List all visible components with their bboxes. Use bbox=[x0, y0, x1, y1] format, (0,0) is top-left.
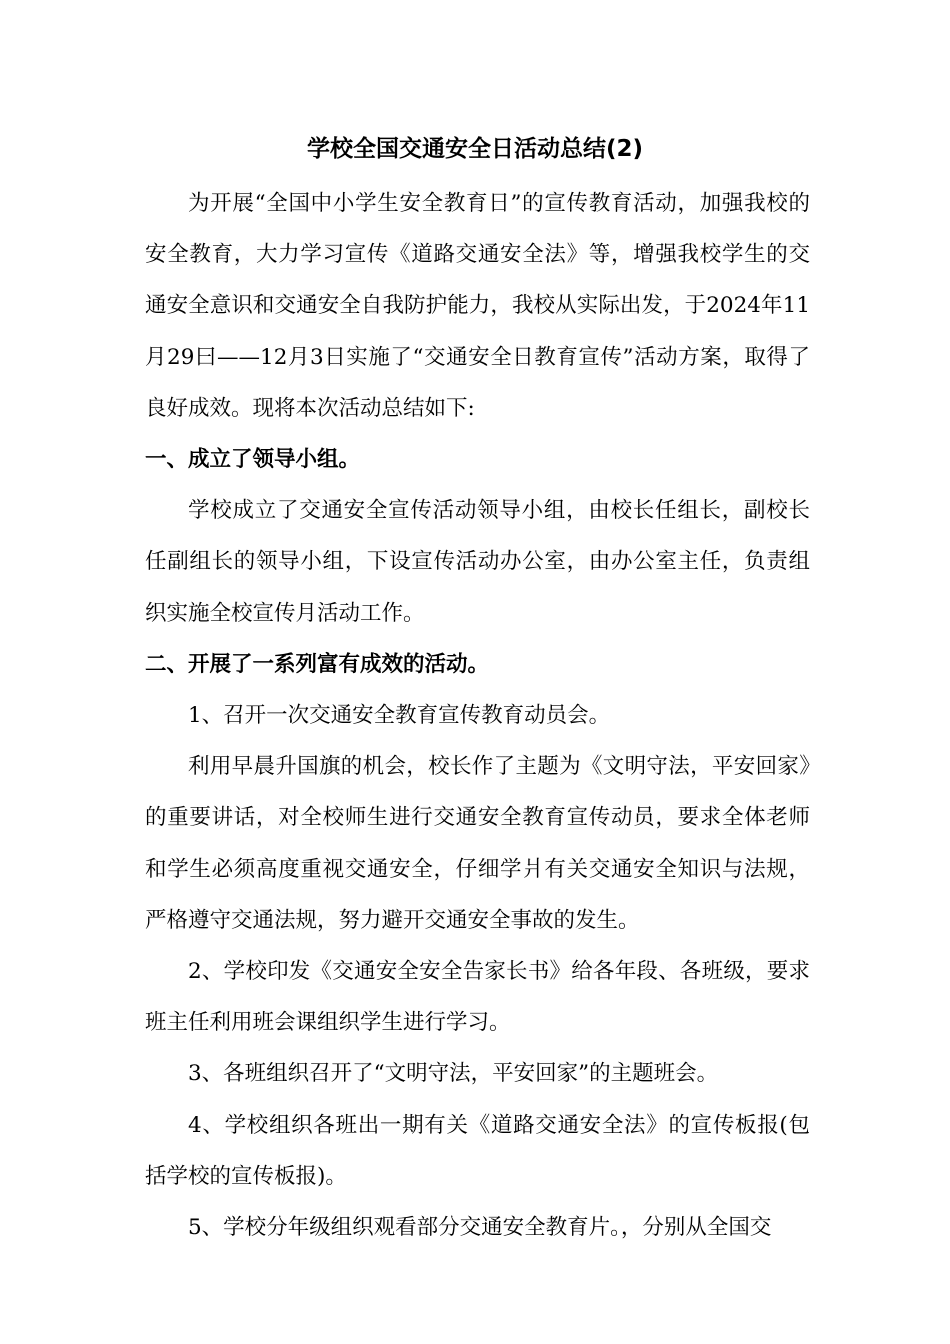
activity-item-5: 5、学校分年级组织观看部分交通安全教育片。，分别从全国交 bbox=[188, 1215, 772, 1241]
activity-item-2: 2、学校印发《交通安全安全告家长书》给各年段、各班级，要求班主任利用班会课组织学生进行学习。 bbox=[145, 959, 810, 1036]
activity-item-3: 3、各班组织召开了“文明守法，平安回家”的主题班会。 bbox=[188, 1061, 719, 1087]
document-body bbox=[145, 178, 810, 1253]
activity-item-1: 1、召开一次交通安全教育宣传教育动员会。 bbox=[188, 703, 611, 729]
activity-item-4: 4、学校组织各班出一期有关《道路交通安全法》的宣传板报(包括学校的宣传板报)。 bbox=[145, 1112, 810, 1189]
intro-paragraph: 为开展“全国中小学生安全教育日”的宣传教育活动，加强我校的安全教育，大力学习宣传《道路交通安全法》等，增强我校学生的交通安全意识和交通安全自我防护能力，我校从实际出发，于2024年11月29曰——12月3日实施了“交通安全日教育宣传”活动方案，取得了良好成效。现将本次活动总结如下: bbox=[145, 191, 810, 421]
section-1-paragraph: 学校成立了交通安全宣传活动领导小组，由校长任组长，副校长任副组长的领导小组，下设宣传活动办公室，由办公室主任，负责组织实施全校宣传月活动工作。 bbox=[145, 498, 810, 626]
document-title: 学校全国交通安全日活动总结(2) bbox=[306, 136, 644, 162]
activity-item-1-detail: 利用早晨升国旗的机会，校长作了主题为《文明守法，平安回家》的重要讲话，对全校师生进行交通安全教育宣传动员，要求全体老师和学生必须高度重视交通安全，仔细学爿有关交通安全知识与法规，严格遵守交通法规，努力避开交通安全事故的发生。 bbox=[145, 754, 810, 933]
section-heading-1: 一、成立了领导小组。 bbox=[145, 447, 361, 473]
section-heading-2: 二、开展了一系列富有成效的活动。 bbox=[145, 651, 490, 677]
